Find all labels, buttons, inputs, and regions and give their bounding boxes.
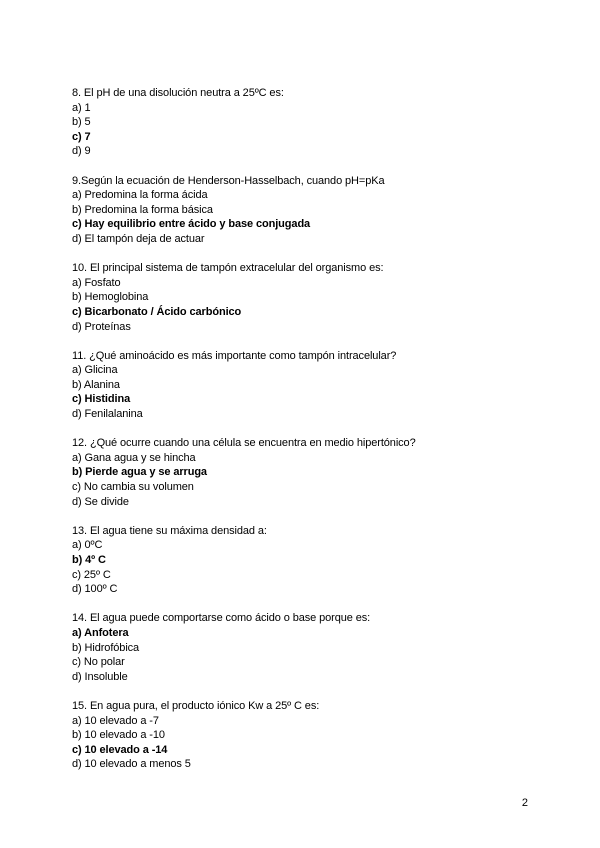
question-prompt: 8. El pH de una disolución neutra a 25ºC es: (72, 87, 284, 99)
answer-option: b) Hidrofóbica (72, 641, 140, 654)
answer-option-correct: b) 4º C (72, 554, 106, 566)
answer-option-correct: c) 7 (72, 130, 91, 143)
answer-option: a) Gana agua y se hincha (72, 451, 196, 464)
answer-option: a) Predomina la forma ácida (72, 189, 208, 202)
answer-option: b) 5 (72, 116, 91, 129)
answer-option: b) 10 elevado a -10 (72, 729, 165, 742)
question-list (72, 86, 542, 787)
question-prompt: 14. El agua puede comportarse como ácido o base porque es: (72, 612, 371, 625)
answer-option: a) Glicina (72, 364, 118, 377)
page-number: 2 (521, 797, 528, 809)
question-9 (72, 174, 542, 247)
question-11 (72, 349, 542, 422)
answer-option: b) Alanina (72, 378, 120, 391)
answer-option: d) Se divide (72, 495, 129, 508)
question-14 (72, 611, 542, 684)
answer-option: d) 10 elevado a menos 5 (72, 758, 191, 771)
answer-option: c) 25º C (72, 568, 111, 581)
answer-option: a) 1 (72, 101, 91, 114)
question-10 (72, 261, 542, 334)
question-prompt: 9.Según la ecuación de Henderson-Hasselbach, cuando pH=pKa (72, 174, 385, 187)
question-13 (72, 524, 542, 597)
answer-option: d) 9 (72, 145, 91, 158)
answer-option: a) 10 elevado a -7 (72, 714, 159, 727)
answer-option: b) Hemoglobina (72, 291, 149, 304)
answer-option: d) El tampón deja de actuar (72, 232, 205, 245)
answer-option: d) 100º C (72, 583, 118, 596)
answer-option: b) Predomina la forma básica (72, 203, 213, 216)
answer-option: d) Proteínas (72, 320, 131, 333)
answer-option-correct: c) Hay equilibrio entre ácido y base conjugada (72, 218, 311, 231)
answer-option-correct: a) Anfotera (72, 626, 129, 639)
question-15 (72, 699, 542, 772)
answer-option: c) No polar (72, 656, 125, 669)
question-12 (72, 436, 542, 509)
answer-option-correct: b) Pierde agua y se arruga (72, 466, 207, 479)
question-8 (72, 86, 542, 159)
answer-option-correct: c) 10 elevado a -14 (72, 743, 168, 756)
answer-option-correct: c) Histidina (72, 393, 131, 406)
question-prompt: 10. El principal sistema de tampón extracelular del organismo es: (72, 262, 384, 275)
answer-option: d) Fenilalanina (72, 408, 143, 421)
answer-option: a) 0ºC (72, 539, 103, 552)
answer-option-correct: c) Bicarbonato / Ácido carbónico (72, 305, 242, 318)
answer-option: a) Fosfato (72, 276, 121, 289)
question-prompt: 12. ¿Qué ocurre cuando una célula se encuentra en medio hipertónico? (72, 437, 416, 450)
answer-option: d) Insoluble (72, 670, 128, 683)
question-prompt: 15. En agua pura, el producto iónico Kw a 25º C es: (72, 699, 320, 712)
question-prompt: 11. ¿Qué aminoácido es más importante como tampón intracelular? (72, 349, 397, 362)
answer-option: c) No cambia su volumen (72, 481, 194, 494)
question-prompt: 13. El agua tiene su máxima densidad a: (72, 524, 267, 537)
